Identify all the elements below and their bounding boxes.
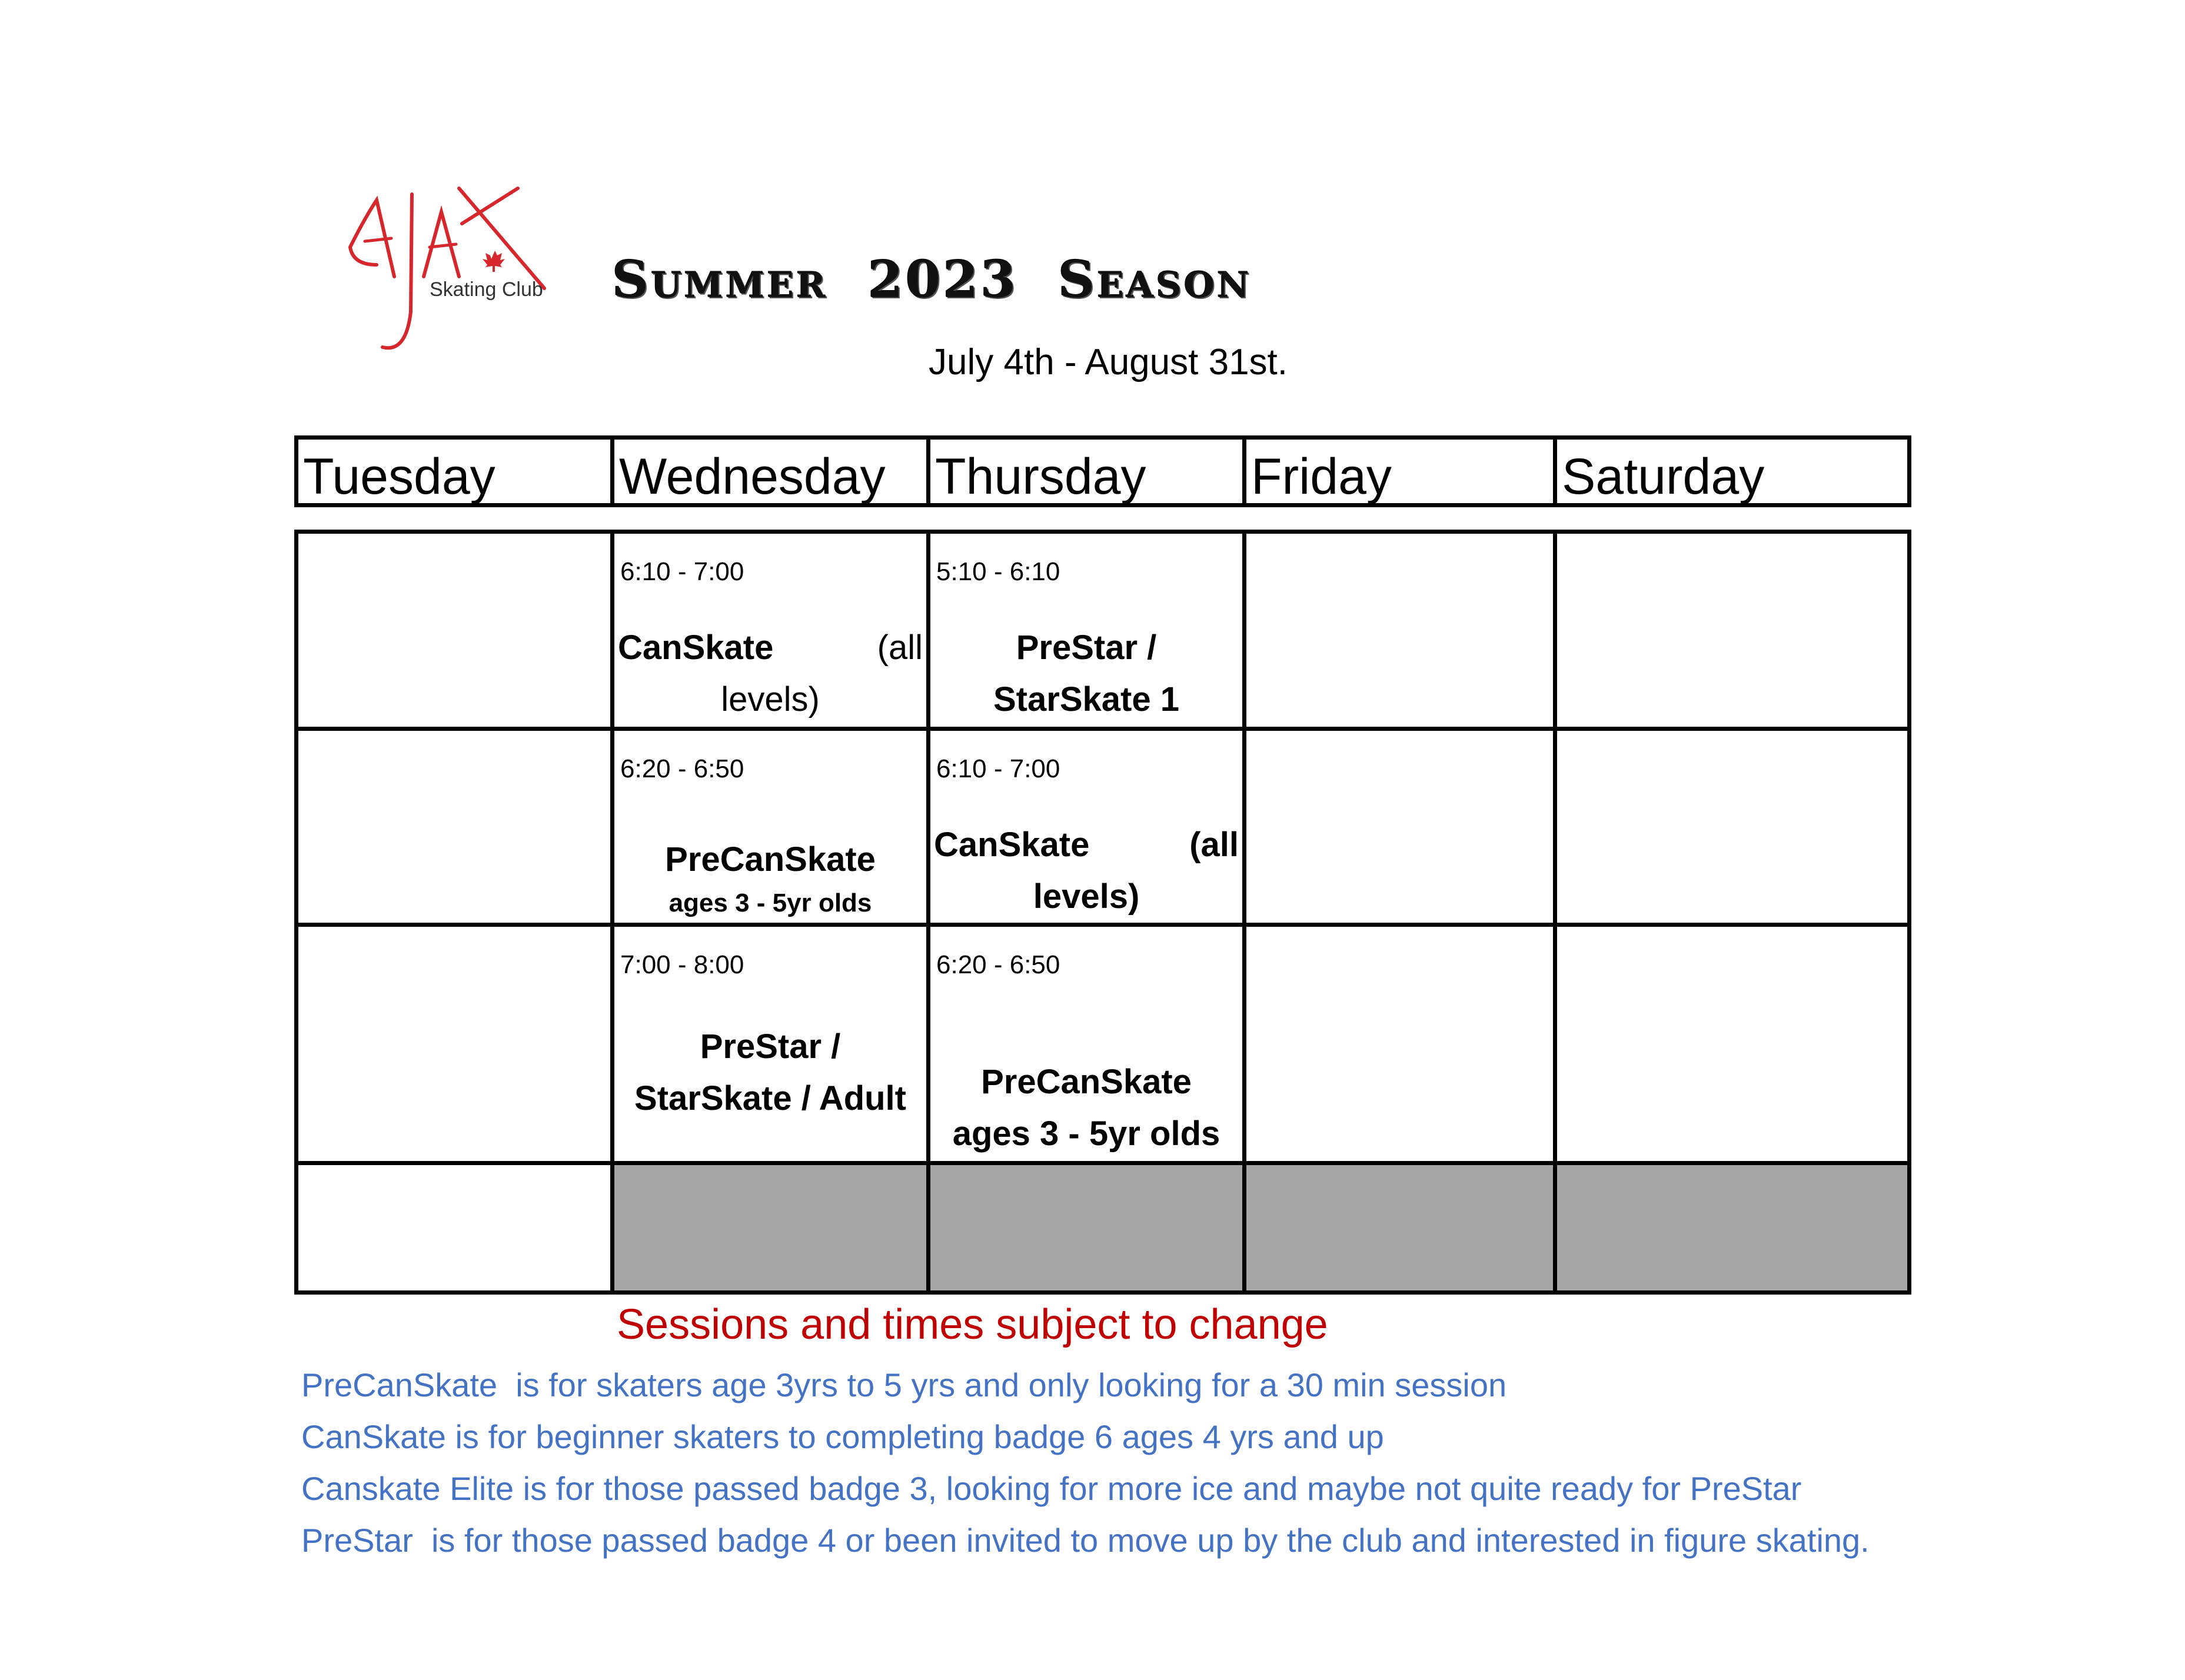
schedule-grid xyxy=(294,530,1911,1295)
schedule-row xyxy=(298,731,1907,927)
session-note: (all xyxy=(1189,826,1239,864)
schedule-cell-wednesday xyxy=(614,927,930,1161)
session-name xyxy=(618,1021,923,1125)
schedule-cell-saturday xyxy=(1557,731,1907,923)
schedule-cell-friday-shaded xyxy=(1246,1165,1557,1290)
schedule-cell-saturday xyxy=(1557,927,1907,1161)
note-line: CanSkate is for beginner skaters to completing badge 6 ages 4 yrs and up xyxy=(301,1418,1384,1455)
schedule-row xyxy=(298,534,1907,731)
schedule-cell-wednesday-shaded xyxy=(614,1165,930,1290)
day-header-thursday: Thursday xyxy=(930,440,1246,503)
session-line-1: PreStar / xyxy=(1016,628,1157,667)
season-dates: July 4th - August 31st. xyxy=(929,342,1288,382)
schedule-cell-wednesday xyxy=(614,731,930,923)
session-time: 5:10 - 6:10 xyxy=(936,557,1060,586)
schedule-cell-saturday xyxy=(1557,534,1907,727)
session-line-1: PreStar / xyxy=(700,1027,841,1066)
day-header-friday: Friday xyxy=(1246,440,1557,503)
session-main: CanSkate xyxy=(618,628,774,667)
session-time: 6:10 - 7:00 xyxy=(936,754,1060,783)
session-name xyxy=(934,1056,1239,1160)
day-header-tuesday: Tuesday xyxy=(298,440,614,503)
schedule-cell-tuesday xyxy=(298,731,614,923)
svg-text:Skating Club: Skating Club xyxy=(430,278,543,301)
schedule-cell-friday xyxy=(1246,534,1557,727)
schedule-cell-thursday xyxy=(930,534,1246,727)
session-note: (all xyxy=(877,628,923,667)
day-header-wednesday: Wednesday xyxy=(614,440,930,503)
session-time: 6:10 - 7:00 xyxy=(620,557,744,586)
session-name xyxy=(618,622,923,726)
schedule-cell-thursday xyxy=(930,731,1246,923)
session-note-2: levels) xyxy=(721,680,820,718)
session-main: CanSkate xyxy=(934,826,1090,864)
session-line-1: PreCanSkate xyxy=(981,1063,1192,1101)
schedule-cell-tuesday xyxy=(298,1165,614,1290)
schedule-cell-saturday-shaded xyxy=(1557,1165,1907,1290)
schedule-cell-tuesday xyxy=(298,534,614,727)
program-notes xyxy=(301,1359,1870,1566)
club-logo xyxy=(341,177,553,365)
note-line: Canskate Elite is for those passed badge 3, looking for more ice and maybe not quite ready for PreStar xyxy=(301,1470,1802,1507)
days-header xyxy=(294,435,1911,507)
session-note-2: levels) xyxy=(1033,877,1140,916)
session-time: 6:20 - 6:50 xyxy=(936,950,1060,979)
note-line: PreStar is for those passed badge 4 or been invited to move up by the club and interested in figure skating. xyxy=(301,1522,1870,1559)
session-name xyxy=(934,819,1239,923)
session-name xyxy=(934,622,1239,726)
schedule-cell-thursday xyxy=(930,927,1246,1161)
note-line: PreCanSkate is for skaters age 3yrs to 5 yrs and only looking for a 30 min session xyxy=(301,1366,1507,1403)
schedule-cell-friday xyxy=(1246,731,1557,923)
ajax-logo-icon xyxy=(341,177,553,365)
schedule-cell-thursday-shaded xyxy=(930,1165,1246,1290)
schedule-cell-friday xyxy=(1246,927,1557,1161)
session-line-2: ages 3 - 5yr olds xyxy=(952,1115,1220,1153)
change-notice: Sessions and times subject to change xyxy=(617,1301,1328,1348)
session-time: 6:20 - 6:50 xyxy=(620,754,744,783)
session-line-2: StarSkate / Adult xyxy=(634,1079,906,1117)
schedule-row xyxy=(298,1165,1907,1290)
schedule-cell-tuesday xyxy=(298,927,614,1161)
session-sub: ages 3 - 5yr olds xyxy=(669,889,872,917)
page-title: Summer 2023 Season xyxy=(612,250,1252,310)
session-main: PreCanSkate xyxy=(665,840,876,879)
day-header-saturday: Saturday xyxy=(1562,448,1765,505)
session-time: 7:00 - 8:00 xyxy=(620,950,744,979)
schedule-row xyxy=(298,927,1907,1165)
session-name xyxy=(618,834,923,921)
session-line-2: StarSkate 1 xyxy=(993,680,1179,718)
schedule-cell-wednesday xyxy=(614,534,930,727)
